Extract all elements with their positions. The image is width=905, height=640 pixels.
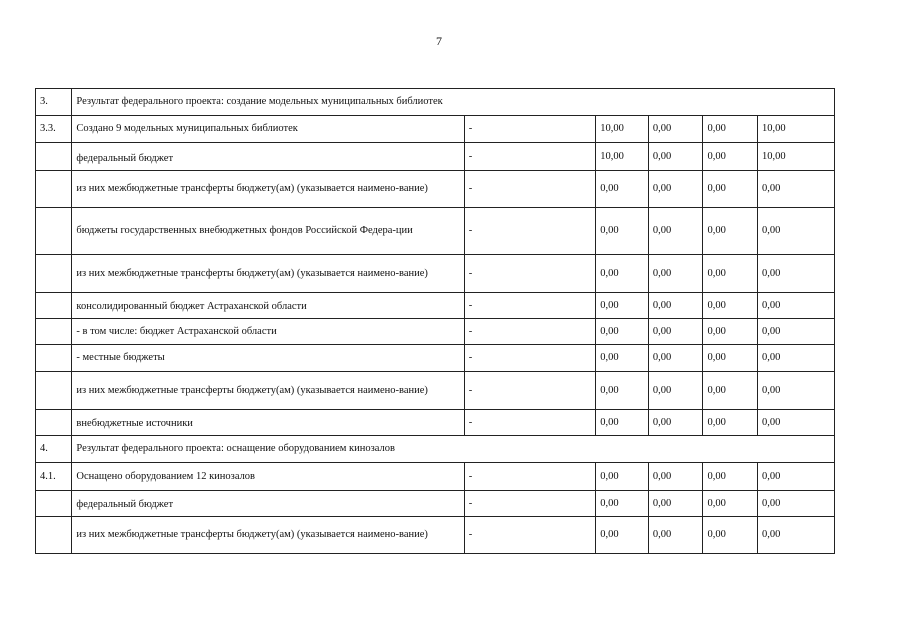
row-number: 4.1. (36, 463, 72, 491)
value-cell: 0,00 (758, 293, 835, 319)
value-cell: 0,00 (703, 517, 758, 554)
value-cell: 0,00 (648, 410, 703, 436)
value-cell: 0,00 (758, 463, 835, 491)
row-dash: - (464, 372, 595, 410)
value-cell: 0,00 (648, 463, 703, 491)
value-cell: 0,00 (648, 491, 703, 517)
value-cell: 0,00 (648, 372, 703, 410)
value-cell: 10,00 (596, 116, 649, 143)
row-number (36, 255, 72, 293)
table-row (36, 319, 835, 345)
table-row (36, 208, 835, 255)
row-number (36, 345, 72, 372)
value-cell: 0,00 (703, 491, 758, 517)
value-cell: 10,00 (596, 143, 649, 171)
value-cell: 0,00 (596, 208, 649, 255)
value-cell: 0,00 (703, 410, 758, 436)
value-cell: 0,00 (596, 463, 649, 491)
row-dash: - (464, 143, 595, 171)
row-dash: - (464, 463, 595, 491)
row-number: 3.3. (36, 116, 72, 143)
value-cell: 0,00 (703, 372, 758, 410)
row-label: из них межбюджетные трансферты бюджету(ам) (указывается наимено-вание) (72, 517, 464, 554)
row-label: - местные бюджеты (72, 345, 464, 372)
row-label: из них межбюджетные трансферты бюджету(ам) (указывается наимено-вание) (72, 255, 464, 293)
row-label: из них межбюджетные трансферты бюджету(ам) (указывается наимено-вание) (72, 171, 464, 208)
row-number (36, 293, 72, 319)
row-label: федеральный бюджет (72, 143, 464, 171)
row-label: Создано 9 модельных муниципальных библиотек (72, 116, 464, 143)
row-label: консолидированный бюджет Астраханской области (72, 293, 464, 319)
value-cell: 0,00 (648, 171, 703, 208)
table-row (36, 463, 835, 491)
row-dash: - (464, 255, 595, 293)
row-dash: - (464, 517, 595, 554)
row-dash: - (464, 319, 595, 345)
row-number: 3. (36, 89, 72, 116)
value-cell: 0,00 (596, 255, 649, 293)
row-dash: - (464, 171, 595, 208)
value-cell: 0,00 (758, 372, 835, 410)
table-row (36, 171, 835, 208)
value-cell: 0,00 (758, 171, 835, 208)
value-cell: 0,00 (703, 345, 758, 372)
value-cell: 0,00 (758, 517, 835, 554)
value-cell: 0,00 (703, 463, 758, 491)
value-cell: 0,00 (703, 255, 758, 293)
value-cell: 0,00 (758, 255, 835, 293)
section-row (36, 436, 835, 463)
value-cell: 10,00 (758, 143, 835, 171)
value-cell: 0,00 (703, 116, 758, 143)
value-cell: 0,00 (596, 171, 649, 208)
value-cell: 0,00 (703, 208, 758, 255)
section-title: Результат федерального проекта: оснащение оборудованием кинозалов (72, 436, 835, 463)
table-row (36, 143, 835, 171)
value-cell: 0,00 (703, 171, 758, 208)
value-cell: 0,00 (596, 372, 649, 410)
row-label: внебюджетные источники (72, 410, 464, 436)
value-cell: 0,00 (758, 410, 835, 436)
value-cell: 0,00 (648, 255, 703, 293)
table-row (36, 517, 835, 554)
row-dash: - (464, 116, 595, 143)
row-label: из них межбюджетные трансферты бюджету(ам) (указывается наимено-вание) (72, 372, 464, 410)
table-row (36, 116, 835, 143)
row-dash: - (464, 208, 595, 255)
row-number (36, 208, 72, 255)
value-cell: 0,00 (596, 293, 649, 319)
table-row (36, 345, 835, 372)
value-cell: 0,00 (703, 319, 758, 345)
page-number: 7 (436, 34, 442, 48)
row-number (36, 171, 72, 208)
value-cell: 0,00 (758, 491, 835, 517)
row-number (36, 410, 72, 436)
value-cell: 0,00 (596, 345, 649, 372)
value-cell: 0,00 (703, 293, 758, 319)
section-row (36, 89, 835, 116)
value-cell: 0,00 (648, 345, 703, 372)
table-row (36, 293, 835, 319)
value-cell: 0,00 (648, 208, 703, 255)
row-number (36, 372, 72, 410)
row-number (36, 319, 72, 345)
table-row (36, 410, 835, 436)
row-number (36, 491, 72, 517)
row-dash: - (464, 410, 595, 436)
value-cell: 0,00 (648, 293, 703, 319)
row-number (36, 143, 72, 171)
table-row (36, 372, 835, 410)
row-label: - в том числе: бюджет Астраханской области (72, 319, 464, 345)
value-cell: 0,00 (703, 143, 758, 171)
row-dash: - (464, 293, 595, 319)
row-label: Оснащено оборудованием 12 кинозалов (72, 463, 464, 491)
value-cell: 0,00 (758, 208, 835, 255)
table-row (36, 491, 835, 517)
value-cell: 0,00 (648, 143, 703, 171)
row-label: бюджеты государственных внебюджетных фондов Российской Федера-ции (72, 208, 464, 255)
value-cell: 0,00 (596, 319, 649, 345)
value-cell: 10,00 (758, 116, 835, 143)
value-cell: 0,00 (596, 491, 649, 517)
row-dash: - (464, 345, 595, 372)
value-cell: 0,00 (596, 410, 649, 436)
row-number: 4. (36, 436, 72, 463)
table-row (36, 255, 835, 293)
value-cell: 0,00 (648, 517, 703, 554)
value-cell: 0,00 (648, 116, 703, 143)
value-cell: 0,00 (648, 319, 703, 345)
row-label: федеральный бюджет (72, 491, 464, 517)
value-cell: 0,00 (758, 345, 835, 372)
budget-table (35, 88, 835, 554)
value-cell: 0,00 (758, 319, 835, 345)
row-dash: - (464, 491, 595, 517)
value-cell: 0,00 (596, 517, 649, 554)
section-title: Результат федерального проекта: создание модельных муниципальных библиотек (72, 89, 835, 116)
row-number (36, 517, 72, 554)
